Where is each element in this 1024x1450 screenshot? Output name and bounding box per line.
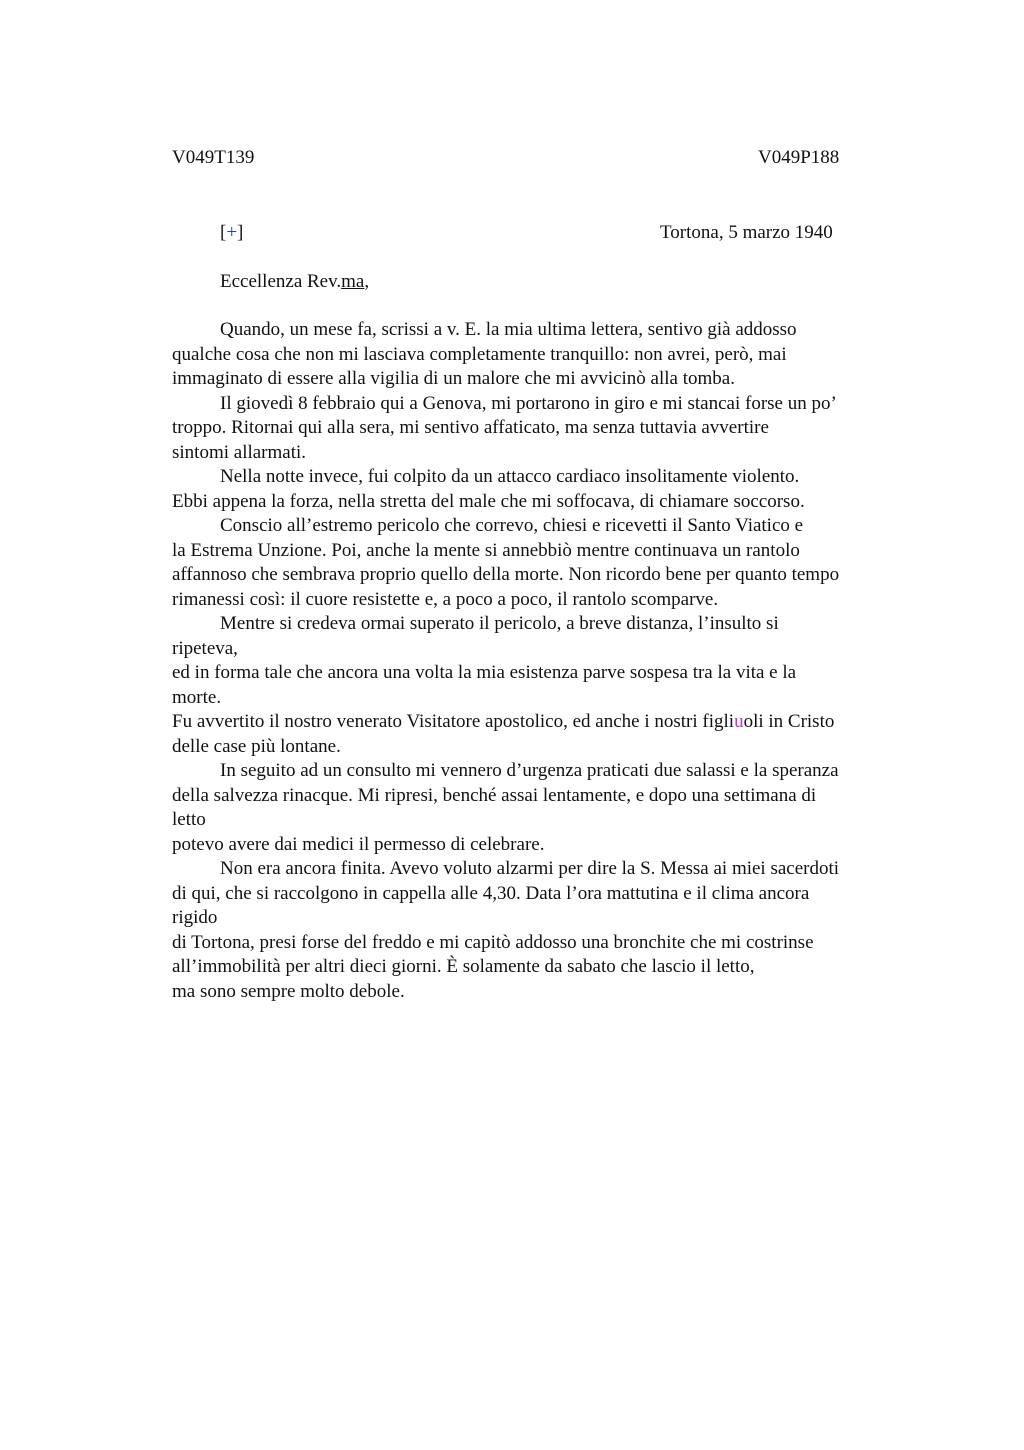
text-line: Nella notte invece, fui colpito da un attacco cardiaco insolitamente violento. — [220, 466, 800, 487]
salutation-comma: , — [364, 271, 370, 292]
text-line: sintomi allarmati. — [172, 441, 307, 463]
text-line: di Tortona, presi forse del freddo e mi capitò addosso una bronchite che mi costrinse — [172, 931, 814, 953]
text-line: delle case più lontane. — [172, 735, 341, 757]
salutation — [220, 271, 369, 293]
text-line: troppo. Ritornai qui alla sera, mi sentivo affaticato, ma senza tuttavia avvertire — [172, 417, 769, 438]
text-line: affannoso che sembrava proprio quello della morte. Non ricordo bene per quanto tempo — [172, 564, 840, 585]
text-line: qualche cosa che non mi lasciava completamente tranquillo: non avrei, però, mai — [172, 343, 787, 365]
text-line: letto — [172, 809, 206, 830]
text-line: di qui, che si raccolgono in cappella alle 4,30. Data l’ora mattutina e il clima ancora — [172, 882, 810, 904]
text-line: della salvezza rinacque. Mi ripresi, benché assai lentamente, e dopo una settimana di — [172, 784, 817, 806]
salutation-abbreviation: ma — [341, 271, 365, 292]
text-line: Il giovedì 8 febbraio qui a Genova, mi portarono in giro e mi stancai forse un po’ — [220, 392, 837, 414]
text-line: In seguito ad un consulto mi vennero d’urgenza praticati due salassi e la speranza — [220, 760, 839, 781]
cross-bracket-close: ] — [237, 222, 244, 243]
text-line: ed in forma tale che ancora una volta la mia esistenza parve sospesa tra la vita e la — [172, 662, 797, 683]
text-line: rigido — [172, 907, 218, 928]
text-line: Ebbi appena la forza, nella stretta del male che mi soffocava, di chiamare soccorso. — [172, 490, 805, 512]
place-date: Tortona, 5 marzo 1940 — [660, 222, 833, 243]
text-segment: Fu avvertito il nostro venerato Visitatore apostolico, ed anche i nostri figli — [172, 711, 735, 732]
text-line: immaginato di essere alla vigilia di un malore che mi avvicinò alla tomba. — [172, 368, 735, 389]
text-line: rimanessi così: il cuore resistette e, a poco a poco, il rantolo scomparve. — [172, 588, 719, 610]
letter-body — [172, 318, 912, 1004]
cross-icon: + — [226, 222, 238, 243]
text-line: Mentre si credeva ormai superato il pericolo, a breve distanza, l’insulto si — [220, 613, 779, 634]
cross-bracket-open: [ — [220, 222, 227, 243]
page-code-right: V049P188 — [758, 147, 840, 168]
text-line: morte. — [172, 686, 222, 708]
text-segment: oli in Cristo — [743, 711, 835, 732]
text-line: potevo avere dai medici il permesso di celebrare. — [172, 833, 545, 855]
text-line: Quando, un mese fa, scrissi a v. E. la mia ultima lettera, sentivo già addosso — [220, 319, 797, 340]
archive-code-left: V049T139 — [172, 147, 255, 168]
text-line: ripeteva, — [172, 637, 238, 659]
text-line: Non era ancora finita. Avevo voluto alzarmi per dire la S. Messa ai miei sacerdoti — [220, 858, 840, 879]
inserted-letter: u — [734, 711, 744, 732]
text-line: all’immobilità per altri dieci giorni. È solamente da sabato che lascio il letto, — [172, 956, 755, 977]
text-line: la Estrema Unzione. Poi, anche la mente si annebbiò mentre continuava un rantolo — [172, 539, 800, 561]
cross-mark — [220, 222, 243, 244]
salutation-text: Eccellenza Rev. — [220, 271, 342, 292]
text-line: Conscio all’estremo pericolo che correvo, chiesi e ricevetti il Santo Viatico e — [220, 515, 804, 536]
text-line: ma sono sempre molto debole. — [172, 980, 405, 1002]
text-line — [172, 710, 912, 735]
